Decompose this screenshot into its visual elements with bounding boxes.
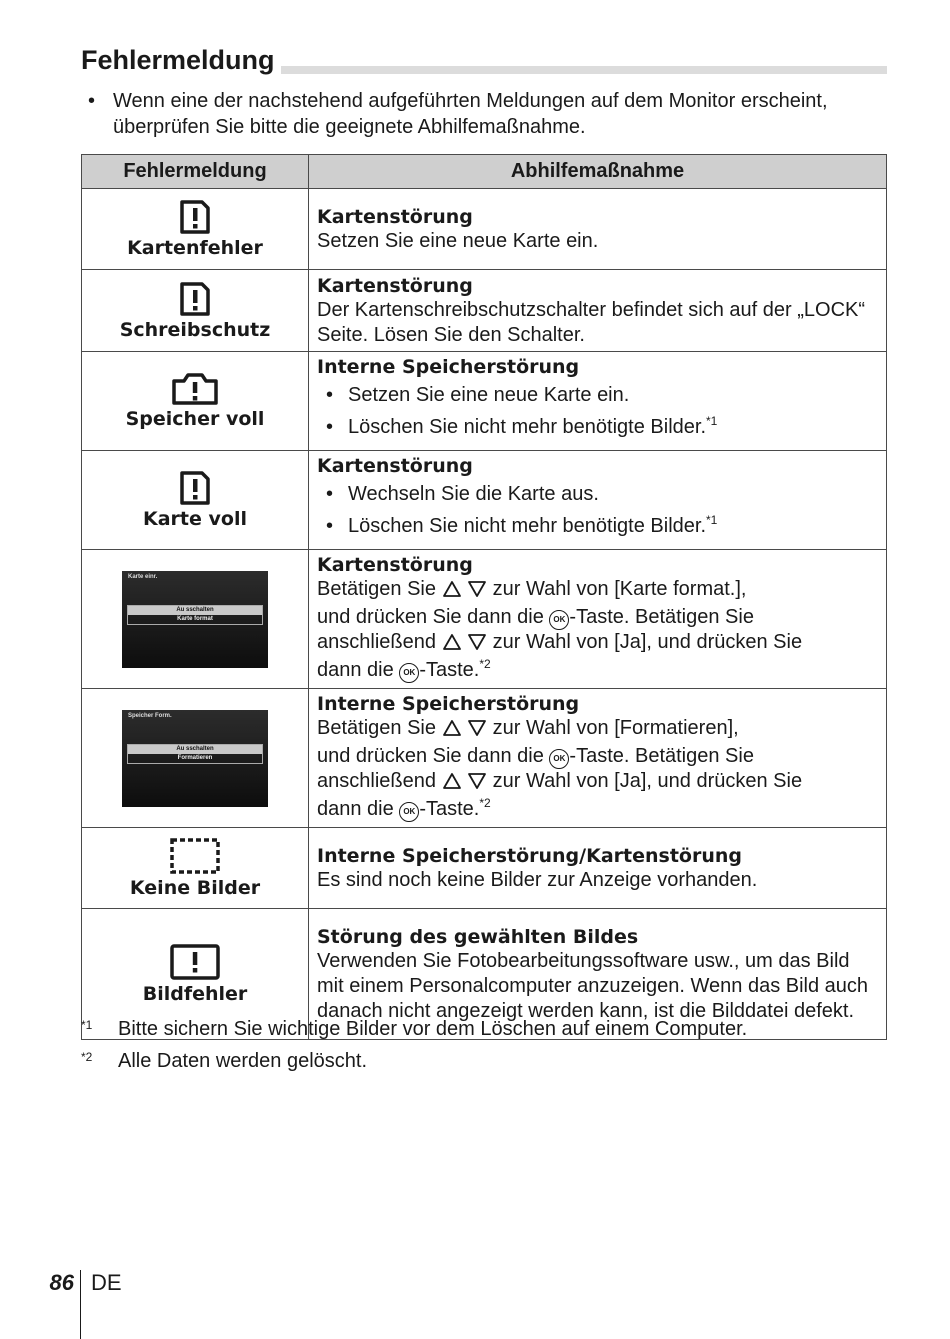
table-row xyxy=(82,550,887,689)
remedy-heading: Kartenstörung xyxy=(317,205,473,228)
remedy-text: Es sind noch keine Bilder zur Anzeige vorhanden. xyxy=(317,868,758,891)
remedy-list xyxy=(317,482,880,541)
remedy-text: Betätigen Sie zur Wahl von [Formatieren], und drücken Sie dann die OK -Taste. Betätigen Sie anschließend zur Wahl von [Ja], und drücken Sie dann die OK -Taste.$^{*2}$ xyxy=(317,717,803,820)
footnote-ref: *2 xyxy=(479,796,491,810)
ok-button-icon: OK xyxy=(399,663,419,683)
footnote-text: Alle Daten werden gelöscht. xyxy=(118,1050,368,1072)
card-error-icon xyxy=(84,199,306,235)
message-cell xyxy=(82,689,309,828)
message-cell xyxy=(82,550,309,689)
remedy-heading: Kartenstörung xyxy=(317,274,473,297)
down-triangle-icon xyxy=(467,719,487,744)
table-row xyxy=(82,828,887,909)
ok-button-icon: OK xyxy=(399,802,419,822)
remedy-cell xyxy=(309,550,887,689)
remedy-cell xyxy=(309,451,887,550)
table-row xyxy=(82,689,887,828)
write-protect-icon xyxy=(84,281,306,317)
column-header-remedy: Abhilfemaßnahme xyxy=(309,155,887,189)
screen-title: Karte einr. xyxy=(128,573,158,580)
screen-option-power-off: Au sschalten xyxy=(128,606,262,615)
remedy-cell xyxy=(309,270,887,352)
remedy-text: Setzen Sie eine neue Karte ein. xyxy=(317,229,599,252)
remedy-heading: Interne Speicherstörung/Kartenstörung xyxy=(317,844,742,867)
remedy-cell xyxy=(309,189,887,270)
table-row xyxy=(82,352,887,451)
message-label: Schreibschutz xyxy=(119,318,271,341)
remedy-heading: Störung des gewählten Bildes xyxy=(317,925,639,948)
message-cell xyxy=(82,270,309,352)
message-cell xyxy=(82,352,309,451)
screen-option-format: Formatieren xyxy=(177,754,213,761)
footnote-ref: *1 xyxy=(706,513,718,527)
section-header xyxy=(81,41,887,77)
table-row xyxy=(82,270,887,352)
remedy-list xyxy=(317,383,880,442)
down-triangle-icon xyxy=(467,772,487,797)
remedy-cell xyxy=(309,689,887,828)
list-item: • Wechseln Sie die Karte aus. xyxy=(317,482,880,509)
list-item: • Setzen Sie eine neue Karte ein. xyxy=(317,383,880,410)
footnote-mark: *2 xyxy=(81,1050,93,1064)
screen-menu xyxy=(127,605,263,625)
list-item: • Löschen Sie nicht mehr benötigte Bilder.$^{*1}$ xyxy=(317,514,880,541)
column-header-message: Fehlermeldung xyxy=(82,155,309,189)
table-row xyxy=(82,189,887,270)
remedy-text: Betätigen Sie zur Wahl von [Karte format.], und drücken Sie dann die OK -Taste. Betätigen Sie anschließend zur Wahl von [Ja], und drücken Sie dann die OK -Taste.$^{*2}$ xyxy=(317,578,803,681)
footnote-mark: *1 xyxy=(81,1018,93,1032)
footnote-ref: *1 xyxy=(706,414,718,428)
error-message-table xyxy=(81,154,887,1040)
list-item: • Löschen Sie nicht mehr benötigte Bilder.$^{*1}$ xyxy=(317,415,880,442)
screen-title: Speicher Form. xyxy=(128,712,172,719)
up-triangle-icon xyxy=(442,772,462,797)
footnote xyxy=(81,1048,886,1074)
picture-error-icon xyxy=(84,943,306,981)
remedy-text: Der Kartenschreibschutzschalter befindet sich auf der „LOCK“ Seite. Lösen Sie den Schalter. xyxy=(317,298,866,346)
screen-menu xyxy=(127,744,263,764)
footnotes xyxy=(81,1016,886,1080)
page-title: Fehlermeldung xyxy=(81,43,281,77)
page-language: DE xyxy=(91,1270,122,1295)
remedy-text: Verwenden Sie Fotobearbeitungssoftware usw., um das Bild mit einem Personalcomputer anzuzeigen. Wenn das Bild auch danach nicht angezeigt werden kann, ist die Bilddatei defekt. xyxy=(317,949,869,1022)
message-label: Bildfehler xyxy=(142,983,248,1005)
remedy-heading: Kartenstörung xyxy=(317,455,473,477)
remedy-cell xyxy=(309,352,887,451)
intro-text: Wenn eine der nachstehend aufgeführten Meldungen auf dem Monitor erscheint, überprüfen Sie bitte die geeignete Abhilfemaßnahme. xyxy=(113,90,828,138)
screen-option-format: Karte format xyxy=(177,615,213,622)
footnote-text: Bitte sichern Sie wichtige Bilder vor dem Löschen auf einem Computer. xyxy=(118,1018,748,1040)
card-full-icon xyxy=(84,470,306,506)
message-label: Kartenfehler xyxy=(127,237,263,259)
up-triangle-icon xyxy=(442,633,462,658)
page-footer-divider xyxy=(80,1270,81,1339)
down-triangle-icon xyxy=(467,580,487,605)
table-row xyxy=(82,451,887,550)
message-label: Keine Bilder xyxy=(129,877,261,899)
no-picture-icon xyxy=(84,837,306,875)
bullet-marker: • xyxy=(88,90,96,112)
footnote xyxy=(81,1016,886,1042)
message-label: Speicher voll xyxy=(125,408,265,430)
camera-screen-memory-format xyxy=(122,710,268,807)
up-triangle-icon xyxy=(442,719,462,744)
camera-screen-card-setup xyxy=(122,571,268,668)
remedy-cell xyxy=(309,828,887,909)
down-triangle-icon xyxy=(467,633,487,658)
up-triangle-icon xyxy=(442,580,462,605)
message-cell xyxy=(82,451,309,550)
remedy-heading: Kartenstörung xyxy=(317,554,473,576)
screen-option-power-off: Au sschalten xyxy=(128,745,262,754)
message-cell xyxy=(82,828,309,909)
intro-paragraph xyxy=(88,88,878,140)
message-label: Karte voll xyxy=(143,508,247,530)
page-number: 86 xyxy=(49,1270,74,1295)
ok-button-icon: OK xyxy=(549,610,569,630)
memory-full-icon xyxy=(84,372,306,406)
remedy-heading: Interne Speicherstörung xyxy=(317,356,580,378)
remedy-heading: Interne Speicherstörung xyxy=(317,693,580,715)
table-header-row xyxy=(82,155,887,189)
message-cell xyxy=(82,189,309,270)
footnote-ref: *2 xyxy=(479,657,491,671)
ok-button-icon: OK xyxy=(549,749,569,769)
